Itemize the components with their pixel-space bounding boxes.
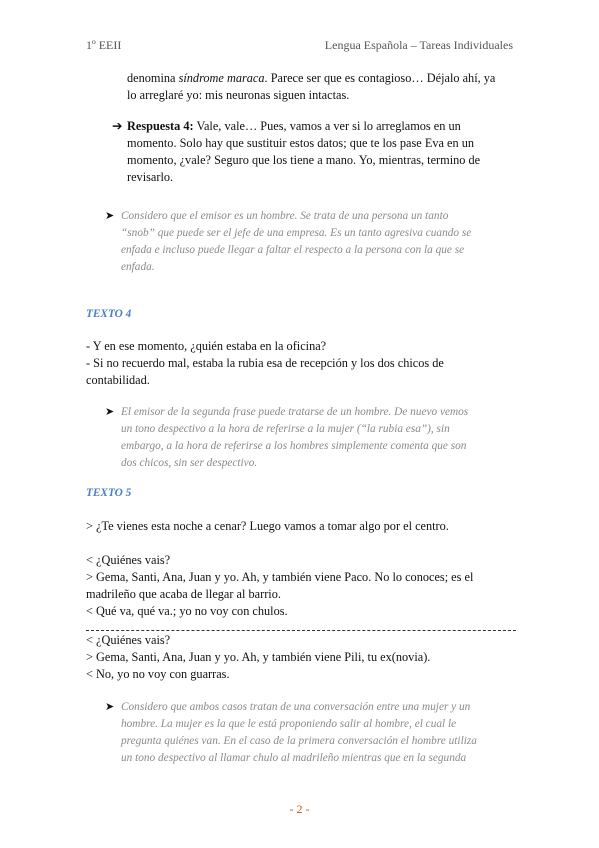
header-right: Lengua Española – Tareas Individuales	[324, 38, 513, 52]
texto-4-heading: TEXTO 4	[86, 308, 132, 320]
comment-3-line-1: Considero que ambos casos tratan de una conversación entre una mujer y un	[121, 701, 471, 713]
texto-5-line-4: madrileño que acaba de llegar al barrio.	[86, 587, 281, 601]
texto-5-line-1: > ¿Te vienes esta noche a cenar? Luego vamos a tomar algo por el centro.	[86, 519, 449, 533]
continuation-line-1: denomina síndrome maraca. Parece ser que es contagioso… Déjalo ahí, ya	[127, 71, 496, 85]
texto-5-line-6: < ¿Quiénes vais?	[86, 633, 171, 647]
dashed-divider	[86, 630, 516, 631]
respuesta-4-line-2: momento. Solo hay que sustituir estos datos; que te los pase Eva en un	[127, 136, 474, 150]
respuesta-4-paragraph	[127, 118, 480, 186]
texto-5-dialogue-b	[86, 632, 430, 683]
comment-3-line-3: pregunta quiénes van. En el caso de la primera conversación el hombre utiliza	[121, 735, 477, 747]
respuesta-4-line-4: revisarlo.	[127, 170, 174, 184]
texto-5-line-7: > Gema, Santi, Ana, Juan y yo. Ah, y también viene Pili, tu ex(novia).	[86, 650, 431, 664]
comment-1-line-1: Considero que el emisor es un hombre. Se trata de una persona un tanto	[121, 210, 449, 222]
comment-3	[121, 699, 477, 767]
texto-5-line-8: < No, yo no voy con guarras.	[86, 667, 230, 681]
comment-2	[121, 404, 468, 472]
texto-5-line-3: > Gema, Santi, Ana, Juan y yo. Ah, y también viene Paco. No lo conoces; es el	[86, 570, 474, 584]
page-number: - 2 -	[289, 802, 310, 816]
respuesta-4-line-1: Vale, vale… Pues, vamos a ver si lo arreglamos en un	[193, 119, 461, 133]
comment-1-line-2: “snob” que puede ser el jefe de una empresa. Es un tanto agresiva cuando se	[121, 227, 472, 239]
texto-4-line-3: contabilidad.	[86, 373, 150, 387]
bullet-icon: ➤	[105, 406, 115, 418]
header-left: 1º EEII	[86, 38, 122, 52]
comment-2-line-2: un tono despectivo a la hora de referirse a la mujer (“la rubia esa”), sin	[121, 423, 450, 435]
texto-4-line-2: - Si no recuerdo mal, estaba la rubia esa de recepción y los dos chicos de	[86, 356, 444, 370]
texto-4-line-1: - Y en ese momento, ¿quién estaba en la oficina?	[86, 339, 327, 353]
bullet-icon: ➤	[105, 210, 115, 222]
comment-1-line-4: enfada.	[121, 261, 155, 273]
respuesta-4-line-3: momento, ¿vale? Seguro que los tiene a mano. Yo, mientras, termino de	[127, 153, 481, 167]
comment-1	[121, 208, 471, 276]
comment-1-line-3: enfada e incluso puede llegar a faltar el respecto a la persona con la que se	[121, 244, 465, 256]
texto-5-dialogue-a	[86, 552, 473, 620]
comment-3-line-2: hombre. La mujer es la que le está proponiendo salir al hombre, el cual le	[121, 718, 457, 730]
comment-2-line-3: embargo, a la hora de referirse a los hombres simplemente comenta que son	[121, 440, 467, 452]
texto-5-line-2: < ¿Quiénes vais?	[86, 553, 171, 567]
continuation-paragraph	[127, 70, 495, 104]
respuesta-4-arrow: ➔	[112, 119, 123, 133]
bullet-icon: ➤	[105, 701, 115, 713]
texto-5-heading: TEXTO 5	[86, 487, 132, 499]
texto-4-dialogue	[86, 338, 444, 389]
texto-5-line-5: < Qué va, qué va.; yo no voy con chulos.	[86, 604, 288, 618]
italic-term: síndrome maraca	[178, 71, 265, 85]
continuation-line-2: lo arreglaré yo: mis neuronas siguen intactas.	[127, 88, 350, 102]
respuesta-4-label: Respuesta 4:	[127, 119, 194, 133]
comment-3-line-4: un tono despectivo al llamar chulo al madrileño mientras que en la segunda	[121, 752, 467, 764]
comment-2-line-4: dos chicos, sin ser despectivo.	[121, 457, 258, 469]
comment-2-line-1: El emisor de la segunda frase puede tratarse de un hombre. De nuevo vemos	[121, 406, 469, 418]
